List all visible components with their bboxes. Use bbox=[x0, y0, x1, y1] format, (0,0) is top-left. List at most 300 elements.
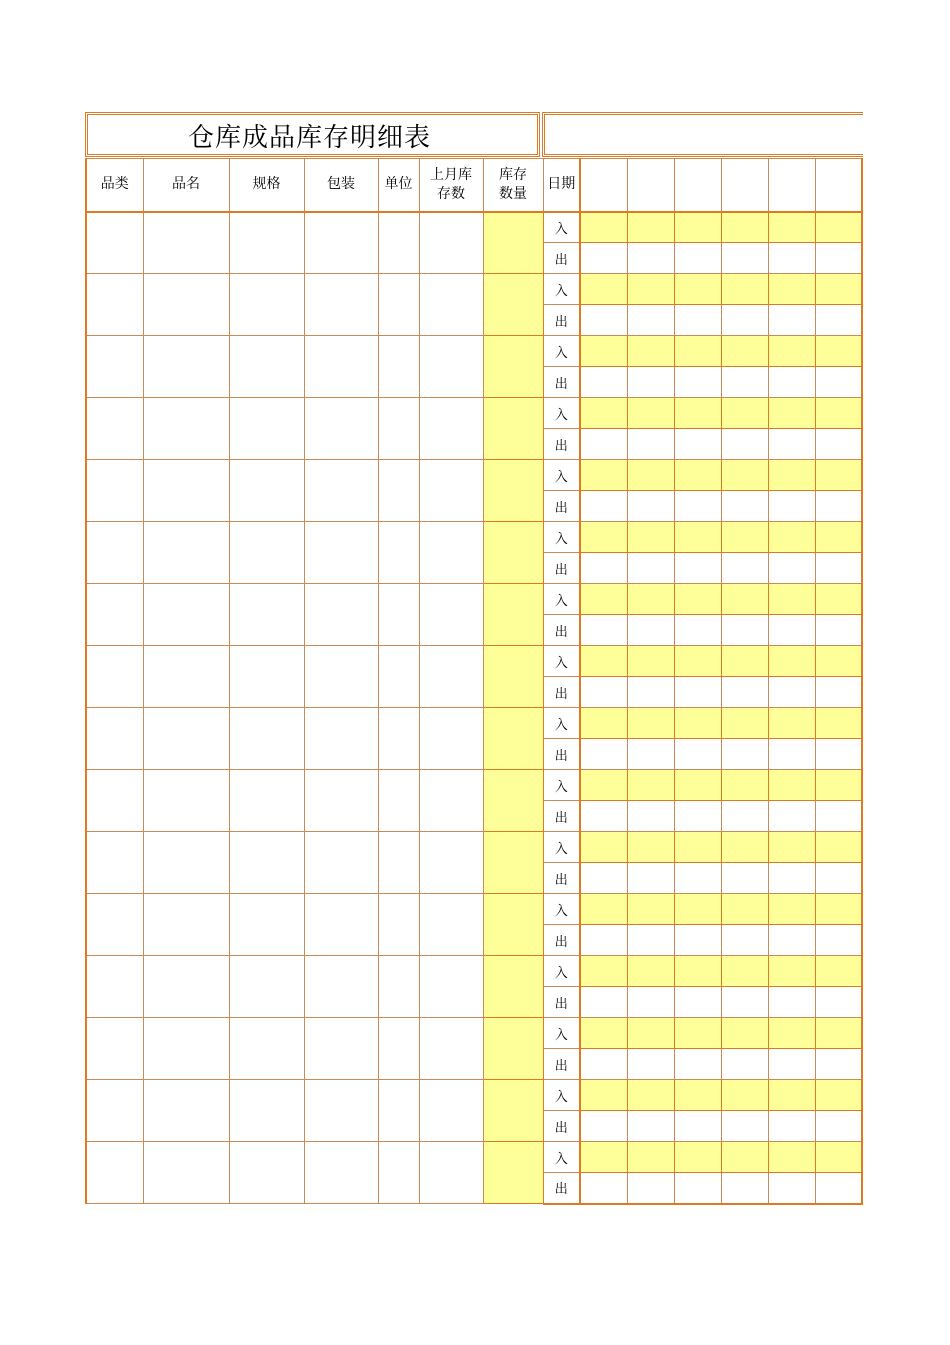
out-qty-cell[interactable] bbox=[580, 491, 627, 522]
in-qty-cell[interactable] bbox=[580, 522, 627, 553]
record-name-cell[interactable] bbox=[143, 274, 229, 336]
in-qty-cell[interactable] bbox=[768, 1142, 815, 1173]
record-spec-cell[interactable] bbox=[229, 336, 304, 398]
record-name-cell[interactable] bbox=[143, 1080, 229, 1142]
record-spec-cell[interactable] bbox=[229, 1080, 304, 1142]
in-qty-cell[interactable] bbox=[768, 212, 815, 243]
in-qty-cell[interactable] bbox=[768, 274, 815, 305]
out-qty-cell[interactable] bbox=[674, 739, 721, 770]
record-spec-cell[interactable] bbox=[229, 212, 304, 274]
record-spec-cell[interactable] bbox=[229, 584, 304, 646]
out-qty-cell[interactable] bbox=[627, 553, 674, 584]
in-qty-cell[interactable] bbox=[768, 646, 815, 677]
in-qty-cell[interactable] bbox=[674, 1142, 721, 1173]
record-spec-cell[interactable] bbox=[229, 274, 304, 336]
out-qty-cell[interactable] bbox=[580, 1111, 627, 1142]
record-stock-qty-cell[interactable] bbox=[483, 336, 543, 398]
out-qty-cell[interactable] bbox=[768, 305, 815, 336]
out-qty-cell[interactable] bbox=[768, 987, 815, 1018]
in-qty-cell[interactable] bbox=[627, 212, 674, 243]
out-qty-cell[interactable] bbox=[627, 615, 674, 646]
record-name-cell[interactable] bbox=[143, 460, 229, 522]
out-qty-cell[interactable] bbox=[768, 801, 815, 832]
record-last-month-stock-cell[interactable] bbox=[419, 1080, 483, 1142]
in-qty-cell[interactable] bbox=[721, 584, 768, 615]
out-qty-cell[interactable] bbox=[627, 305, 674, 336]
record-name-cell[interactable] bbox=[143, 1142, 229, 1204]
out-qty-cell[interactable] bbox=[815, 491, 862, 522]
out-qty-cell[interactable] bbox=[580, 305, 627, 336]
in-qty-cell[interactable] bbox=[768, 1080, 815, 1111]
record-stock-qty-cell[interactable] bbox=[483, 212, 543, 274]
in-qty-cell[interactable] bbox=[768, 956, 815, 987]
out-qty-cell[interactable] bbox=[721, 429, 768, 460]
record-unit-cell[interactable] bbox=[378, 1080, 419, 1142]
record-category-cell[interactable] bbox=[86, 1018, 143, 1080]
record-unit-cell[interactable] bbox=[378, 274, 419, 336]
out-qty-cell[interactable] bbox=[768, 925, 815, 956]
out-qty-cell[interactable] bbox=[721, 1111, 768, 1142]
out-qty-cell[interactable] bbox=[580, 553, 627, 584]
in-qty-cell[interactable] bbox=[815, 832, 862, 863]
record-category-cell[interactable] bbox=[86, 398, 143, 460]
record-name-cell[interactable] bbox=[143, 646, 229, 708]
in-qty-cell[interactable] bbox=[815, 212, 862, 243]
out-qty-cell[interactable] bbox=[815, 429, 862, 460]
in-qty-cell[interactable] bbox=[627, 1080, 674, 1111]
in-qty-cell[interactable] bbox=[721, 212, 768, 243]
record-category-cell[interactable] bbox=[86, 956, 143, 1018]
in-qty-cell[interactable] bbox=[674, 274, 721, 305]
record-spec-cell[interactable] bbox=[229, 398, 304, 460]
record-spec-cell[interactable] bbox=[229, 894, 304, 956]
in-qty-cell[interactable] bbox=[580, 398, 627, 429]
in-qty-cell[interactable] bbox=[627, 646, 674, 677]
record-category-cell[interactable] bbox=[86, 708, 143, 770]
in-qty-cell[interactable] bbox=[815, 894, 862, 925]
record-name-cell[interactable] bbox=[143, 956, 229, 1018]
out-qty-cell[interactable] bbox=[580, 987, 627, 1018]
record-category-cell[interactable] bbox=[86, 212, 143, 274]
in-qty-cell[interactable] bbox=[580, 1142, 627, 1173]
out-qty-cell[interactable] bbox=[580, 367, 627, 398]
out-qty-cell[interactable] bbox=[768, 429, 815, 460]
in-qty-cell[interactable] bbox=[721, 1018, 768, 1049]
out-qty-cell[interactable] bbox=[721, 367, 768, 398]
record-package-cell[interactable] bbox=[304, 832, 378, 894]
header-date-cell[interactable] bbox=[674, 159, 721, 212]
in-qty-cell[interactable] bbox=[674, 1018, 721, 1049]
record-stock-qty-cell[interactable] bbox=[483, 1018, 543, 1080]
in-qty-cell[interactable] bbox=[580, 336, 627, 367]
out-qty-cell[interactable] bbox=[721, 677, 768, 708]
out-qty-cell[interactable] bbox=[815, 243, 862, 274]
in-qty-cell[interactable] bbox=[627, 274, 674, 305]
out-qty-cell[interactable] bbox=[721, 1173, 768, 1204]
out-qty-cell[interactable] bbox=[815, 863, 862, 894]
record-unit-cell[interactable] bbox=[378, 956, 419, 1018]
record-last-month-stock-cell[interactable] bbox=[419, 894, 483, 956]
out-qty-cell[interactable] bbox=[580, 677, 627, 708]
record-spec-cell[interactable] bbox=[229, 1142, 304, 1204]
record-package-cell[interactable] bbox=[304, 460, 378, 522]
in-qty-cell[interactable] bbox=[721, 832, 768, 863]
out-qty-cell[interactable] bbox=[768, 1111, 815, 1142]
record-spec-cell[interactable] bbox=[229, 770, 304, 832]
out-qty-cell[interactable] bbox=[768, 1049, 815, 1080]
record-name-cell[interactable] bbox=[143, 336, 229, 398]
record-unit-cell[interactable] bbox=[378, 1142, 419, 1204]
in-qty-cell[interactable] bbox=[674, 646, 721, 677]
out-qty-cell[interactable] bbox=[721, 491, 768, 522]
out-qty-cell[interactable] bbox=[768, 615, 815, 646]
out-qty-cell[interactable] bbox=[674, 1049, 721, 1080]
out-qty-cell[interactable] bbox=[815, 1111, 862, 1142]
in-qty-cell[interactable] bbox=[580, 832, 627, 863]
record-name-cell[interactable] bbox=[143, 894, 229, 956]
out-qty-cell[interactable] bbox=[627, 1111, 674, 1142]
out-qty-cell[interactable] bbox=[580, 1173, 627, 1204]
out-qty-cell[interactable] bbox=[580, 1049, 627, 1080]
in-qty-cell[interactable] bbox=[768, 336, 815, 367]
record-stock-qty-cell[interactable] bbox=[483, 584, 543, 646]
in-qty-cell[interactable] bbox=[627, 1142, 674, 1173]
out-qty-cell[interactable] bbox=[674, 367, 721, 398]
out-qty-cell[interactable] bbox=[768, 1173, 815, 1204]
out-qty-cell[interactable] bbox=[674, 987, 721, 1018]
record-package-cell[interactable] bbox=[304, 1080, 378, 1142]
in-qty-cell[interactable] bbox=[674, 1080, 721, 1111]
record-stock-qty-cell[interactable] bbox=[483, 1080, 543, 1142]
record-spec-cell[interactable] bbox=[229, 956, 304, 1018]
in-qty-cell[interactable] bbox=[815, 584, 862, 615]
out-qty-cell[interactable] bbox=[627, 925, 674, 956]
out-qty-cell[interactable] bbox=[815, 801, 862, 832]
in-qty-cell[interactable] bbox=[580, 770, 627, 801]
out-qty-cell[interactable] bbox=[627, 801, 674, 832]
out-qty-cell[interactable] bbox=[721, 305, 768, 336]
in-qty-cell[interactable] bbox=[815, 1142, 862, 1173]
record-name-cell[interactable] bbox=[143, 522, 229, 584]
in-qty-cell[interactable] bbox=[721, 274, 768, 305]
record-unit-cell[interactable] bbox=[378, 832, 419, 894]
out-qty-cell[interactable] bbox=[674, 863, 721, 894]
record-package-cell[interactable] bbox=[304, 1142, 378, 1204]
record-category-cell[interactable] bbox=[86, 274, 143, 336]
out-qty-cell[interactable] bbox=[674, 429, 721, 460]
in-qty-cell[interactable] bbox=[674, 956, 721, 987]
in-qty-cell[interactable] bbox=[768, 832, 815, 863]
record-package-cell[interactable] bbox=[304, 522, 378, 584]
in-qty-cell[interactable] bbox=[627, 336, 674, 367]
in-qty-cell[interactable] bbox=[815, 460, 862, 491]
record-stock-qty-cell[interactable] bbox=[483, 460, 543, 522]
record-unit-cell[interactable] bbox=[378, 584, 419, 646]
in-qty-cell[interactable] bbox=[627, 770, 674, 801]
in-qty-cell[interactable] bbox=[580, 274, 627, 305]
record-name-cell[interactable] bbox=[143, 1018, 229, 1080]
out-qty-cell[interactable] bbox=[721, 553, 768, 584]
record-spec-cell[interactable] bbox=[229, 832, 304, 894]
out-qty-cell[interactable] bbox=[674, 491, 721, 522]
out-qty-cell[interactable] bbox=[815, 305, 862, 336]
out-qty-cell[interactable] bbox=[768, 553, 815, 584]
out-qty-cell[interactable] bbox=[768, 367, 815, 398]
record-unit-cell[interactable] bbox=[378, 522, 419, 584]
record-unit-cell[interactable] bbox=[378, 212, 419, 274]
out-qty-cell[interactable] bbox=[580, 863, 627, 894]
in-qty-cell[interactable] bbox=[674, 336, 721, 367]
out-qty-cell[interactable] bbox=[815, 677, 862, 708]
record-package-cell[interactable] bbox=[304, 584, 378, 646]
in-qty-cell[interactable] bbox=[768, 770, 815, 801]
in-qty-cell[interactable] bbox=[627, 460, 674, 491]
in-qty-cell[interactable] bbox=[721, 460, 768, 491]
in-qty-cell[interactable] bbox=[768, 522, 815, 553]
header-date-cell[interactable] bbox=[768, 159, 815, 212]
in-qty-cell[interactable] bbox=[627, 894, 674, 925]
record-package-cell[interactable] bbox=[304, 398, 378, 460]
record-category-cell[interactable] bbox=[86, 522, 143, 584]
in-qty-cell[interactable] bbox=[674, 584, 721, 615]
record-spec-cell[interactable] bbox=[229, 460, 304, 522]
record-last-month-stock-cell[interactable] bbox=[419, 832, 483, 894]
out-qty-cell[interactable] bbox=[627, 243, 674, 274]
in-qty-cell[interactable] bbox=[674, 708, 721, 739]
record-last-month-stock-cell[interactable] bbox=[419, 398, 483, 460]
in-qty-cell[interactable] bbox=[721, 1080, 768, 1111]
record-stock-qty-cell[interactable] bbox=[483, 770, 543, 832]
record-stock-qty-cell[interactable] bbox=[483, 522, 543, 584]
in-qty-cell[interactable] bbox=[815, 1018, 862, 1049]
record-category-cell[interactable] bbox=[86, 1142, 143, 1204]
out-qty-cell[interactable] bbox=[815, 925, 862, 956]
in-qty-cell[interactable] bbox=[815, 770, 862, 801]
record-last-month-stock-cell[interactable] bbox=[419, 1142, 483, 1204]
in-qty-cell[interactable] bbox=[627, 584, 674, 615]
record-unit-cell[interactable] bbox=[378, 770, 419, 832]
in-qty-cell[interactable] bbox=[674, 894, 721, 925]
in-qty-cell[interactable] bbox=[721, 708, 768, 739]
record-unit-cell[interactable] bbox=[378, 1018, 419, 1080]
out-qty-cell[interactable] bbox=[580, 243, 627, 274]
out-qty-cell[interactable] bbox=[768, 739, 815, 770]
in-qty-cell[interactable] bbox=[580, 1080, 627, 1111]
record-last-month-stock-cell[interactable] bbox=[419, 212, 483, 274]
out-qty-cell[interactable] bbox=[768, 863, 815, 894]
out-qty-cell[interactable] bbox=[674, 553, 721, 584]
record-last-month-stock-cell[interactable] bbox=[419, 646, 483, 708]
record-category-cell[interactable] bbox=[86, 894, 143, 956]
out-qty-cell[interactable] bbox=[768, 491, 815, 522]
header-date-cell[interactable] bbox=[580, 159, 627, 212]
record-last-month-stock-cell[interactable] bbox=[419, 274, 483, 336]
record-last-month-stock-cell[interactable] bbox=[419, 708, 483, 770]
record-spec-cell[interactable] bbox=[229, 646, 304, 708]
in-qty-cell[interactable] bbox=[721, 336, 768, 367]
out-qty-cell[interactable] bbox=[721, 863, 768, 894]
record-spec-cell[interactable] bbox=[229, 522, 304, 584]
record-stock-qty-cell[interactable] bbox=[483, 274, 543, 336]
record-name-cell[interactable] bbox=[143, 212, 229, 274]
in-qty-cell[interactable] bbox=[721, 522, 768, 553]
out-qty-cell[interactable] bbox=[815, 615, 862, 646]
record-last-month-stock-cell[interactable] bbox=[419, 770, 483, 832]
out-qty-cell[interactable] bbox=[721, 925, 768, 956]
in-qty-cell[interactable] bbox=[627, 1018, 674, 1049]
record-spec-cell[interactable] bbox=[229, 1018, 304, 1080]
record-stock-qty-cell[interactable] bbox=[483, 708, 543, 770]
out-qty-cell[interactable] bbox=[815, 1049, 862, 1080]
record-name-cell[interactable] bbox=[143, 832, 229, 894]
record-last-month-stock-cell[interactable] bbox=[419, 956, 483, 1018]
header-date-cell[interactable] bbox=[721, 159, 768, 212]
out-qty-cell[interactable] bbox=[674, 243, 721, 274]
record-stock-qty-cell[interactable] bbox=[483, 894, 543, 956]
out-qty-cell[interactable] bbox=[721, 615, 768, 646]
record-category-cell[interactable] bbox=[86, 832, 143, 894]
out-qty-cell[interactable] bbox=[627, 1049, 674, 1080]
out-qty-cell[interactable] bbox=[815, 367, 862, 398]
title-blank-cell[interactable] bbox=[542, 112, 863, 157]
in-qty-cell[interactable] bbox=[768, 1018, 815, 1049]
in-qty-cell[interactable] bbox=[580, 708, 627, 739]
in-qty-cell[interactable] bbox=[815, 956, 862, 987]
out-qty-cell[interactable] bbox=[627, 739, 674, 770]
record-package-cell[interactable] bbox=[304, 212, 378, 274]
out-qty-cell[interactable] bbox=[627, 1173, 674, 1204]
record-last-month-stock-cell[interactable] bbox=[419, 522, 483, 584]
in-qty-cell[interactable] bbox=[815, 646, 862, 677]
record-package-cell[interactable] bbox=[304, 1018, 378, 1080]
record-category-cell[interactable] bbox=[86, 336, 143, 398]
record-package-cell[interactable] bbox=[304, 708, 378, 770]
record-last-month-stock-cell[interactable] bbox=[419, 1018, 483, 1080]
out-qty-cell[interactable] bbox=[627, 429, 674, 460]
record-package-cell[interactable] bbox=[304, 770, 378, 832]
record-unit-cell[interactable] bbox=[378, 894, 419, 956]
out-qty-cell[interactable] bbox=[721, 801, 768, 832]
record-stock-qty-cell[interactable] bbox=[483, 1142, 543, 1204]
in-qty-cell[interactable] bbox=[674, 212, 721, 243]
in-qty-cell[interactable] bbox=[768, 398, 815, 429]
in-qty-cell[interactable] bbox=[815, 336, 862, 367]
out-qty-cell[interactable] bbox=[721, 987, 768, 1018]
record-name-cell[interactable] bbox=[143, 584, 229, 646]
in-qty-cell[interactable] bbox=[721, 1142, 768, 1173]
out-qty-cell[interactable] bbox=[627, 367, 674, 398]
record-last-month-stock-cell[interactable] bbox=[419, 584, 483, 646]
record-category-cell[interactable] bbox=[86, 1080, 143, 1142]
record-stock-qty-cell[interactable] bbox=[483, 956, 543, 1018]
in-qty-cell[interactable] bbox=[627, 832, 674, 863]
title-cell[interactable] bbox=[85, 112, 540, 157]
out-qty-cell[interactable] bbox=[674, 925, 721, 956]
in-qty-cell[interactable] bbox=[768, 708, 815, 739]
in-qty-cell[interactable] bbox=[580, 1018, 627, 1049]
in-qty-cell[interactable] bbox=[674, 522, 721, 553]
out-qty-cell[interactable] bbox=[721, 1049, 768, 1080]
record-stock-qty-cell[interactable] bbox=[483, 398, 543, 460]
record-name-cell[interactable] bbox=[143, 708, 229, 770]
out-qty-cell[interactable] bbox=[815, 553, 862, 584]
record-package-cell[interactable] bbox=[304, 274, 378, 336]
record-unit-cell[interactable] bbox=[378, 708, 419, 770]
out-qty-cell[interactable] bbox=[580, 801, 627, 832]
in-qty-cell[interactable] bbox=[674, 460, 721, 491]
in-qty-cell[interactable] bbox=[580, 956, 627, 987]
in-qty-cell[interactable] bbox=[721, 646, 768, 677]
in-qty-cell[interactable] bbox=[627, 398, 674, 429]
out-qty-cell[interactable] bbox=[768, 677, 815, 708]
out-qty-cell[interactable] bbox=[580, 925, 627, 956]
record-name-cell[interactable] bbox=[143, 770, 229, 832]
out-qty-cell[interactable] bbox=[627, 677, 674, 708]
out-qty-cell[interactable] bbox=[674, 1111, 721, 1142]
in-qty-cell[interactable] bbox=[580, 212, 627, 243]
out-qty-cell[interactable] bbox=[627, 491, 674, 522]
in-qty-cell[interactable] bbox=[815, 708, 862, 739]
in-qty-cell[interactable] bbox=[815, 522, 862, 553]
in-qty-cell[interactable] bbox=[768, 894, 815, 925]
record-unit-cell[interactable] bbox=[378, 398, 419, 460]
header-date-cell[interactable] bbox=[627, 159, 674, 212]
in-qty-cell[interactable] bbox=[721, 398, 768, 429]
record-category-cell[interactable] bbox=[86, 460, 143, 522]
record-stock-qty-cell[interactable] bbox=[483, 832, 543, 894]
record-category-cell[interactable] bbox=[86, 584, 143, 646]
record-name-cell[interactable] bbox=[143, 398, 229, 460]
record-spec-cell[interactable] bbox=[229, 708, 304, 770]
record-last-month-stock-cell[interactable] bbox=[419, 336, 483, 398]
in-qty-cell[interactable] bbox=[721, 894, 768, 925]
out-qty-cell[interactable] bbox=[674, 305, 721, 336]
in-qty-cell[interactable] bbox=[580, 894, 627, 925]
record-unit-cell[interactable] bbox=[378, 460, 419, 522]
in-qty-cell[interactable] bbox=[627, 956, 674, 987]
out-qty-cell[interactable] bbox=[674, 677, 721, 708]
in-qty-cell[interactable] bbox=[580, 646, 627, 677]
in-qty-cell[interactable] bbox=[721, 956, 768, 987]
out-qty-cell[interactable] bbox=[815, 1173, 862, 1204]
in-qty-cell[interactable] bbox=[768, 584, 815, 615]
header-date-cell[interactable] bbox=[815, 159, 862, 212]
record-package-cell[interactable] bbox=[304, 646, 378, 708]
in-qty-cell[interactable] bbox=[580, 460, 627, 491]
record-unit-cell[interactable] bbox=[378, 646, 419, 708]
in-qty-cell[interactable] bbox=[674, 832, 721, 863]
out-qty-cell[interactable] bbox=[721, 739, 768, 770]
out-qty-cell[interactable] bbox=[674, 801, 721, 832]
in-qty-cell[interactable] bbox=[815, 274, 862, 305]
out-qty-cell[interactable] bbox=[674, 615, 721, 646]
in-qty-cell[interactable] bbox=[627, 708, 674, 739]
record-package-cell[interactable] bbox=[304, 336, 378, 398]
out-qty-cell[interactable] bbox=[815, 739, 862, 770]
in-qty-cell[interactable] bbox=[815, 398, 862, 429]
in-qty-cell[interactable] bbox=[721, 770, 768, 801]
in-qty-cell[interactable] bbox=[674, 770, 721, 801]
record-last-month-stock-cell[interactable] bbox=[419, 460, 483, 522]
record-category-cell[interactable] bbox=[86, 646, 143, 708]
out-qty-cell[interactable] bbox=[627, 987, 674, 1018]
in-qty-cell[interactable] bbox=[815, 1080, 862, 1111]
in-qty-cell[interactable] bbox=[768, 460, 815, 491]
record-stock-qty-cell[interactable] bbox=[483, 646, 543, 708]
record-package-cell[interactable] bbox=[304, 956, 378, 1018]
in-qty-cell[interactable] bbox=[674, 398, 721, 429]
out-qty-cell[interactable] bbox=[580, 615, 627, 646]
